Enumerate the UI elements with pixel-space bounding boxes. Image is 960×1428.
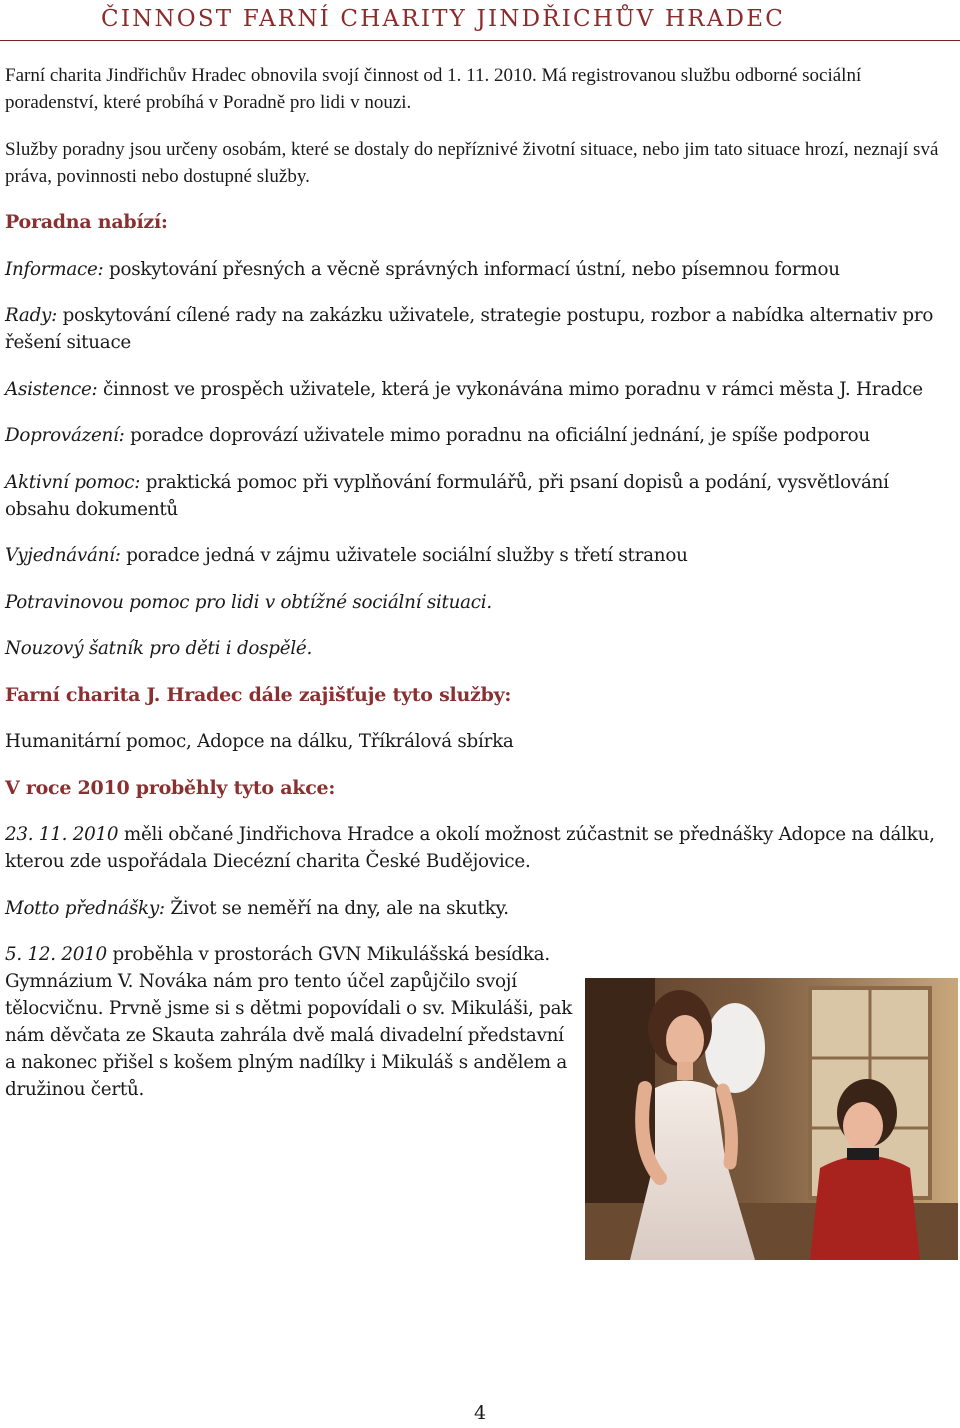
offer-item-label: Rady: [5,305,58,326]
food-aid-line: Potravinovou pomoc pro lidi v obtížné sociální situaci. [5,591,492,613]
motto-label: Motto přednášky: [5,897,165,919]
events-heading: V roce 2010 proběhly tyto akce: [5,776,336,799]
offer-item-text: poskytování cílené rady na zakázku uživatele, strategie postupu, rozbor a nabídka alternativ pro řešení situace [5,305,934,353]
motto [5,895,945,922]
offer-item-vyjednavani [5,542,945,569]
header-title: ČINNOST FARNÍ CHARITY JINDŘICHŮV HRADEC [101,6,785,32]
offer-item-text: poradce doprovází uživatele mimo poradnu na oficiální jednání, je spíše podporou [124,425,870,446]
wardrobe-line: Nouzový šatník pro děti i dospělé. [5,638,313,659]
event-date: 23. 11. 2010 [5,824,119,845]
page-number: 4 [473,1402,487,1424]
header-divider [0,40,960,41]
offer-heading: Poradna nabízí: [5,211,168,233]
angel-and-child-photo [585,978,958,1260]
offer-item-label: Doprovázení: [5,425,125,446]
event-2 [5,941,575,1103]
offer-item-label: Informace: [5,258,104,280]
offer-item-label: Aktivní pomoc: [5,471,141,493]
services-text: Humanitární pomoc, Adopce na dálku, Tříkrálová sbírka [5,731,514,752]
intro-paragraph-1: Farní charita Jindřichův Hradec obnovila svojí činnost od 1. 11. 2010. Má registrovanou službu odborné sociální poradenství, které probíhá v Poradně pro lidi v nouzi. [5,65,862,113]
page-header [0,0,960,44]
offer-item-text: činnost ve prospěch uživatele, která je vykonávána mimo poradnu v rámci města J. Hradce [97,378,923,400]
photo-illustration [585,978,958,1260]
event-date: 5. 12. 2010 [5,944,107,965]
offer-item-informace [5,256,945,283]
motto-text: Život se neměří na dny, ale na skutky. [164,897,509,919]
intro-paragraph-2: Služby poradny jsou určeny osobám, které se dostaly do nepříznivé životní situace, nebo jim tato situace hrozí, neznají svá práva, povinnosti nebo dostupné služby. [5,138,939,187]
services-heading: Farní charita J. Hradec dále zajišťuje tyto služby: [5,683,512,706]
offer-item-rady [5,302,945,356]
offer-item-label: Asistence: [5,378,98,400]
event-1 [5,821,945,875]
offer-item-text: praktická pomoc při vyplňování formulářů, při psaní dopisů a podání, vysvětlování obsahu dokumentů [5,471,889,520]
offer-item-label: Vyjednávání: [5,545,121,566]
offer-item-asistence [5,376,945,403]
event-text: proběhla v prostorách GVN Mikulášská besídka. Gymnázium V. Nováka nám pro tento účel zapůjčilo svojí tělocvičnu. Prvně jsme si s dětmi popovídali o sv. Mikuláši, pak nám děvčata ze Skauta zahrála dvě malá divadelní představní a nakonec přišel s košem plným nadílky i Mikuláš s andělem a družinou čertů. [5,944,573,1100]
event-text: měli občané Jindřichova Hradce a okolí možnost zúčastnit se přednášky Adopce na dálku, kterou zde uspořádala Diecézní charita České Budějovice. [5,824,935,872]
offer-item-doprovazeni [5,422,945,449]
offer-item-text: poskytování přesných a věcně správných informací ústní, nebo písemnou formou [103,258,840,280]
offer-item-text: poradce jedná v zájmu uživatele sociální služby s třetí stranou [120,545,688,566]
offer-item-aktivni-pomoc [5,469,945,523]
document-body [5,62,945,1123]
